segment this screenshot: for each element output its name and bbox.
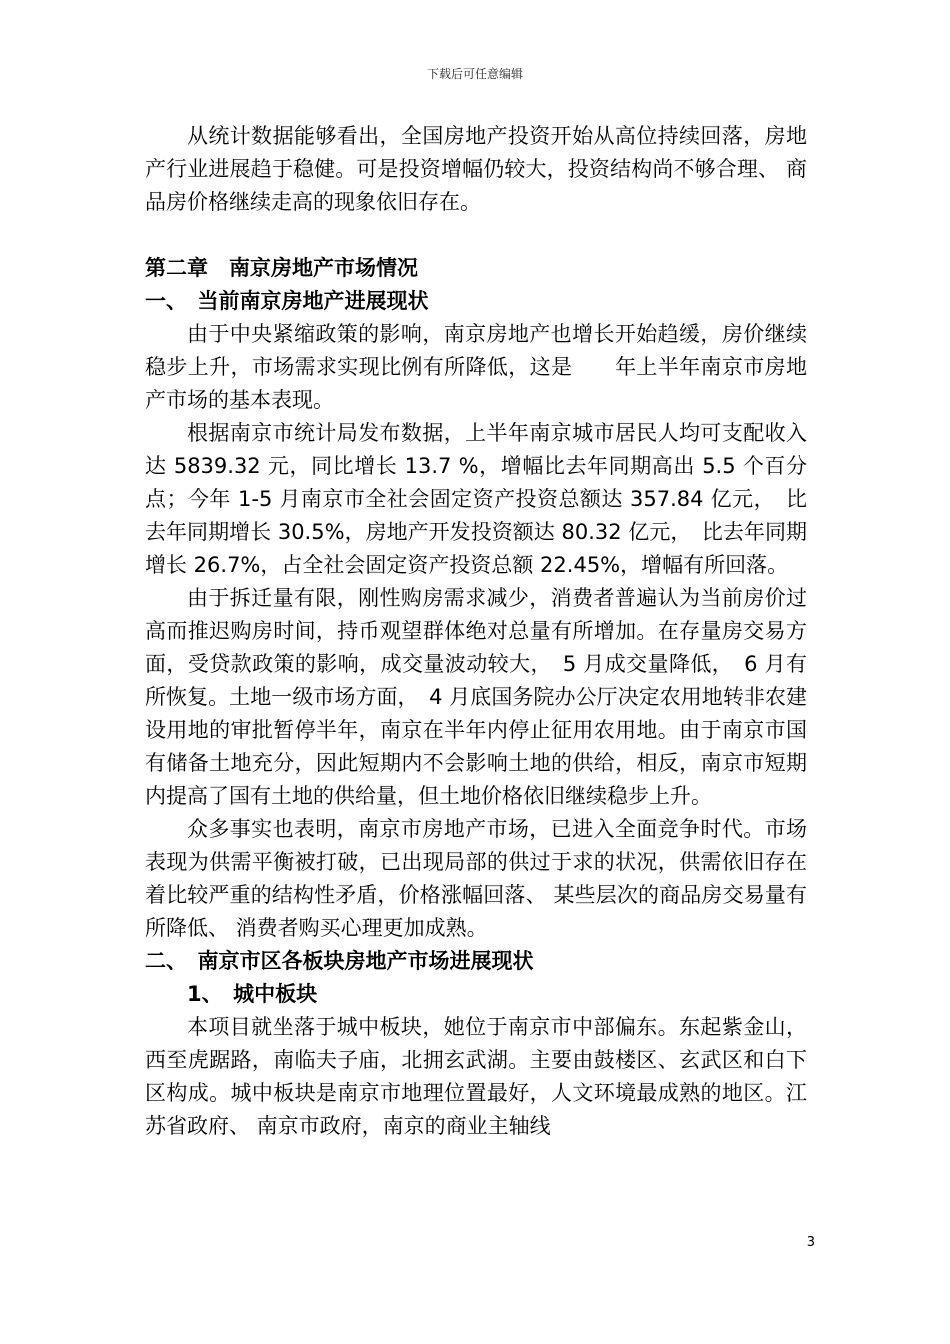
paragraph-gap bbox=[145, 219, 807, 252]
section-title-current-status: 一、 当前南京房地产进展现状 bbox=[145, 289, 429, 313]
paragraph-city-center: 本项目就坐落于城中板块，她位于南京市中部偏东。东起紫金山，西至虎踞路，南临夫子庙，北拥玄武湖。主要由鼓楼区、玄武区和白下区构成。城中板块是南京市地理位置最好，人文环境最成熟的地区。江苏省政府、 南京市政府，南京的商业主轴线 bbox=[145, 1015, 807, 1138]
paragraph-investment-summary: 从统计数据能够看出，全国房地产投资开始从高位持续回落，房地产行业进展趋于稳健。可是投资增幅仍较大，投资结构尚不够合理、 商品房价格继续走高的现象依旧存在。 bbox=[145, 124, 807, 214]
subsection-title-city-center: 1、 城中板块 bbox=[187, 982, 318, 1006]
paragraph-competition: 众多事实也表明，南京市房地产市场，已进入全面竞争时代。市场表现为供需平衡被打破，已出现局部的供过于求的状况，供需依旧存在着比较严重的结构性矛盾，价格涨幅回落、 某些层次的商品房交易量有所降低、 消费者购买心理更加成熟。 bbox=[145, 817, 807, 940]
document-body bbox=[145, 120, 807, 1143]
page-number: 3 bbox=[806, 1235, 815, 1250]
paragraph-statistics: 根据南京市统计局发布数据，上半年南京城市居民人均可支配收入达 5839.32 元，同比增长 13.7 %，增幅比去年同期高出 5.5 个百分点；今年 1-5 月南京市全社会固定资产投资总额达 357.84 亿元， 比去年同期增长 30.5%，房地产开发投资额达 80.32 亿元， 比去年同期增长 26.7%，占全社会固定资产投资总额 22.45%，增幅有所回落。 bbox=[145, 421, 807, 577]
section-title-district-status: 二、 南京市区各板块房地产市场进展现状 bbox=[145, 949, 534, 973]
page-header: 下载后可任意编辑 bbox=[426, 67, 523, 81]
paragraph-policy-impact: 由于中央紧缩政策的影响，南京房地产也增长开始趋缓，房价继续稳步上升，市场需求实现比例有所降低，这是 年上半年南京市房地产市场的基本表现。 bbox=[145, 322, 807, 412]
paragraph-demand-land: 由于拆迁量有限，刚性购房需求减少，消费者普遍认为当前房价过高而推迟购房时间，持币观望群体绝对总量有所增加。在存量房交易方面，受贷款政策的影响，成交量波动较大， 5 月成交量降低， 6 月有所恢复。土地一级市场方面， 4 月底国务院办公厅决定农用地转非农建设用地的审批暂停半年，南京在半年内停止征用农用地。由于南京市国有储备土地充分，因此短期内不会影响土地的供给，相反，南京市短期内提高了国有土地的供给量，但土地价格依旧继续稳步上升。 bbox=[145, 586, 807, 808]
chapter-title: 第二章 南京房地产市场情况 bbox=[145, 256, 418, 280]
